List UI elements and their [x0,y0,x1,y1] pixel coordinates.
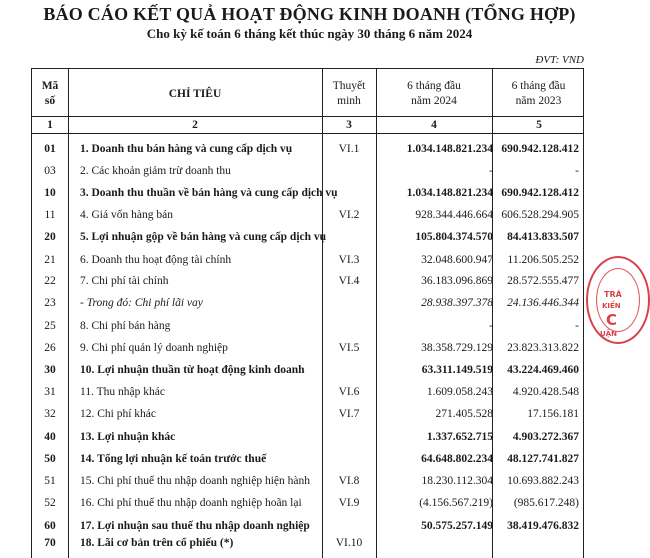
row-code: 31 [44,386,56,398]
row-item: 11. Thu nhập khác [80,386,165,398]
table-row [32,475,585,495]
row-value-2024: 38.358.729.129 [421,342,493,354]
row-value-2023: 690.942.128.412 [501,187,579,199]
row-note: VI.7 [338,408,360,420]
row-value-2024: 1.034.148.821.234 [406,143,493,155]
row-note: VI.4 [338,275,360,287]
table-row [32,231,585,251]
currency-unit: ĐVT: VND [535,54,584,66]
row-code: 52 [44,497,56,509]
header-2023 [492,79,585,109]
row-note: VI.9 [338,497,360,509]
row-item: 6. Doanh thu hoạt động tài chính [80,254,232,266]
row-value-2023: 4.903.272.367 [512,431,579,443]
row-value-2023: 690.942.128.412 [501,143,579,155]
row-note: VI.6 [338,386,360,398]
row-code: 10 [44,187,56,199]
row-value-2023: 606.528.294.905 [501,209,579,221]
row-code: 01 [44,143,56,155]
row-value-2024: 32.048.600.947 [421,254,493,266]
table-row [32,537,585,557]
row-code: 20 [44,231,56,243]
row-value-2024: 1.034.148.821.234 [406,187,493,199]
row-value-2023: 48.127.741.827 [507,453,579,465]
header-note [322,79,376,109]
header-note-line2: minh [337,95,361,107]
header-2023-line2: năm 2023 [515,95,562,107]
column-number: 1 [47,119,53,131]
row-item: 4. Giá vốn hàng bán [80,209,173,221]
row-value-2023: 4.920.428.548 [512,386,579,398]
row-value-2023: - [575,165,579,177]
row-code: 26 [44,342,56,354]
header-2023-line1: 6 tháng đầu [511,80,566,92]
row-item: 7. Chi phí tài chính [80,275,169,287]
row-item: 17. Lợi nhuận sau thuế thu nhập doanh nghiệp [80,520,310,532]
row-note: VI.2 [338,209,360,221]
row-value-2023: 28.572.555.477 [507,275,579,287]
row-value-2023: 10.693.882.243 [507,475,579,487]
row-value-2024: 928.344.446.664 [415,209,493,221]
report-title: BÁO CÁO KẾT QUẢ HOẠT ĐỘNG KINH DOANH (TỔNG HỢP) [43,4,576,24]
row-value-2024: (4.156.567.219) [419,497,493,509]
table-row [32,431,585,451]
row-code: 70 [44,537,56,549]
table-row [32,254,585,274]
column-number: 2 [192,119,198,131]
header-2024-line2: năm 2024 [411,95,457,107]
seal-text: TRÁ [604,290,622,299]
header-note-line1: Thuyết [332,80,366,92]
row-value-2023: 23.823.313.822 [507,342,579,354]
seal-text: KIẾN [602,302,621,310]
row-code: 11 [44,209,56,221]
column-number: 3 [346,119,352,131]
row-value-2023: 43.224.469.460 [507,364,579,376]
row-value-2024: 1.337.652.715 [426,431,493,443]
row-item: 18. Lãi cơ bản trên cổ phiếu (*) [80,537,234,549]
row-item: 5. Lợi nhuận gộp về bán hàng và cung cấp dịch vụ [80,231,327,243]
row-note: VI.5 [338,342,360,354]
row-item: 14. Tổng lợi nhuận kế toán trước thuế [80,453,267,465]
row-item: - Trong đó: Chi phí lãi vay [80,297,203,309]
table-row [32,342,585,362]
row-item: 12. Chi phí khác [80,408,157,420]
row-item: 13. Lợi nhuận khác [80,431,176,443]
table-row [32,408,585,428]
row-item: 1. Doanh thu bán hàng và cung cấp dịch vụ [80,143,293,155]
row-value-2023: 17.156.181 [527,408,579,420]
row-code: 03 [44,165,56,177]
row-code: 50 [44,453,56,465]
header-divider [32,116,583,117]
table-row [32,297,585,317]
row-value-2024: 28.938.397.378 [421,297,493,309]
row-item: 8. Chi phí bán hàng [80,320,171,332]
row-value-2024: 50.575.257.149 [421,520,493,532]
table-row [32,364,585,384]
header-code-line1: Mã [41,80,59,92]
row-note: VI.1 [338,143,360,155]
seal-text: UẬN [600,330,617,338]
row-code: 25 [44,320,56,332]
seal-text: C [606,311,618,329]
row-value-2023: 84.413.833.507 [507,231,579,243]
table-row [32,143,585,163]
header-2024 [376,79,492,109]
row-note: VI.10 [335,537,363,549]
row-value-2024: 64.648.802.234 [421,453,493,465]
row-code: 22 [44,275,56,287]
row-item: 10. Lợi nhuận thuần từ hoạt động kinh doanh [80,364,305,376]
row-code: 30 [44,364,56,376]
row-code: 21 [44,254,56,266]
company-seal-inner-ring [596,268,640,332]
row-value-2024: 18.230.112.304 [421,475,493,487]
row-item: 3. Doanh thu thuần về bán hàng và cung cấp dịch vụ [80,187,338,199]
table-row [32,209,585,229]
row-item: 15. Chi phí thuế thu nhập doanh nghiệp hiện hành [80,475,310,487]
row-value-2024: - [489,165,493,177]
row-value-2023: 24.136.446.344 [507,297,579,309]
row-note: VI.8 [338,475,360,487]
row-value-2024: 271.405.528 [435,408,493,420]
header-code [32,79,68,109]
row-value-2023: - [575,320,579,332]
row-value-2023: 11.206.505.252 [507,254,579,266]
row-item: 16. Chi phí thuế thu nhập doanh nghiệp hoãn lại [80,497,302,509]
row-value-2024: 36.183.096.869 [421,275,493,287]
income-statement-table [31,68,584,558]
row-code: 23 [44,297,56,309]
row-code: 60 [44,520,56,532]
row-item: 9. Chi phí quản lý doanh nghiệp [80,342,228,354]
column-number: 5 [536,119,542,131]
table-row [32,275,585,295]
table-row [32,165,585,185]
table-row [32,386,585,406]
header-2024-line1: 6 tháng đầu [407,80,461,92]
row-value-2024: 63.311.149.519 [421,364,493,376]
table-row [32,497,585,517]
header-item: CHỈ TIÊU [168,88,222,100]
row-code: 32 [44,408,56,420]
report-subtitle: Cho kỳ kế toán 6 tháng kết thúc ngày 30 tháng 6 năm 2024 [146,26,473,41]
table-row [32,320,585,340]
row-code: 51 [44,475,56,487]
row-item: 2. Các khoản giảm trừ doanh thu [80,165,231,177]
row-value-2023: (985.617.248) [513,497,579,509]
table-row [32,187,585,207]
row-value-2024: 105.804.374.570 [415,231,493,243]
row-value-2024: 1.609.058.243 [426,386,493,398]
column-number: 4 [431,119,437,131]
header-code-line2: số [44,95,56,107]
header-divider [32,133,583,134]
row-value-2024: - [489,320,493,332]
table-row [32,453,585,473]
row-note: VI.3 [338,254,360,266]
row-value-2023: 38.419.476.832 [507,520,579,532]
row-code: 40 [44,431,56,443]
